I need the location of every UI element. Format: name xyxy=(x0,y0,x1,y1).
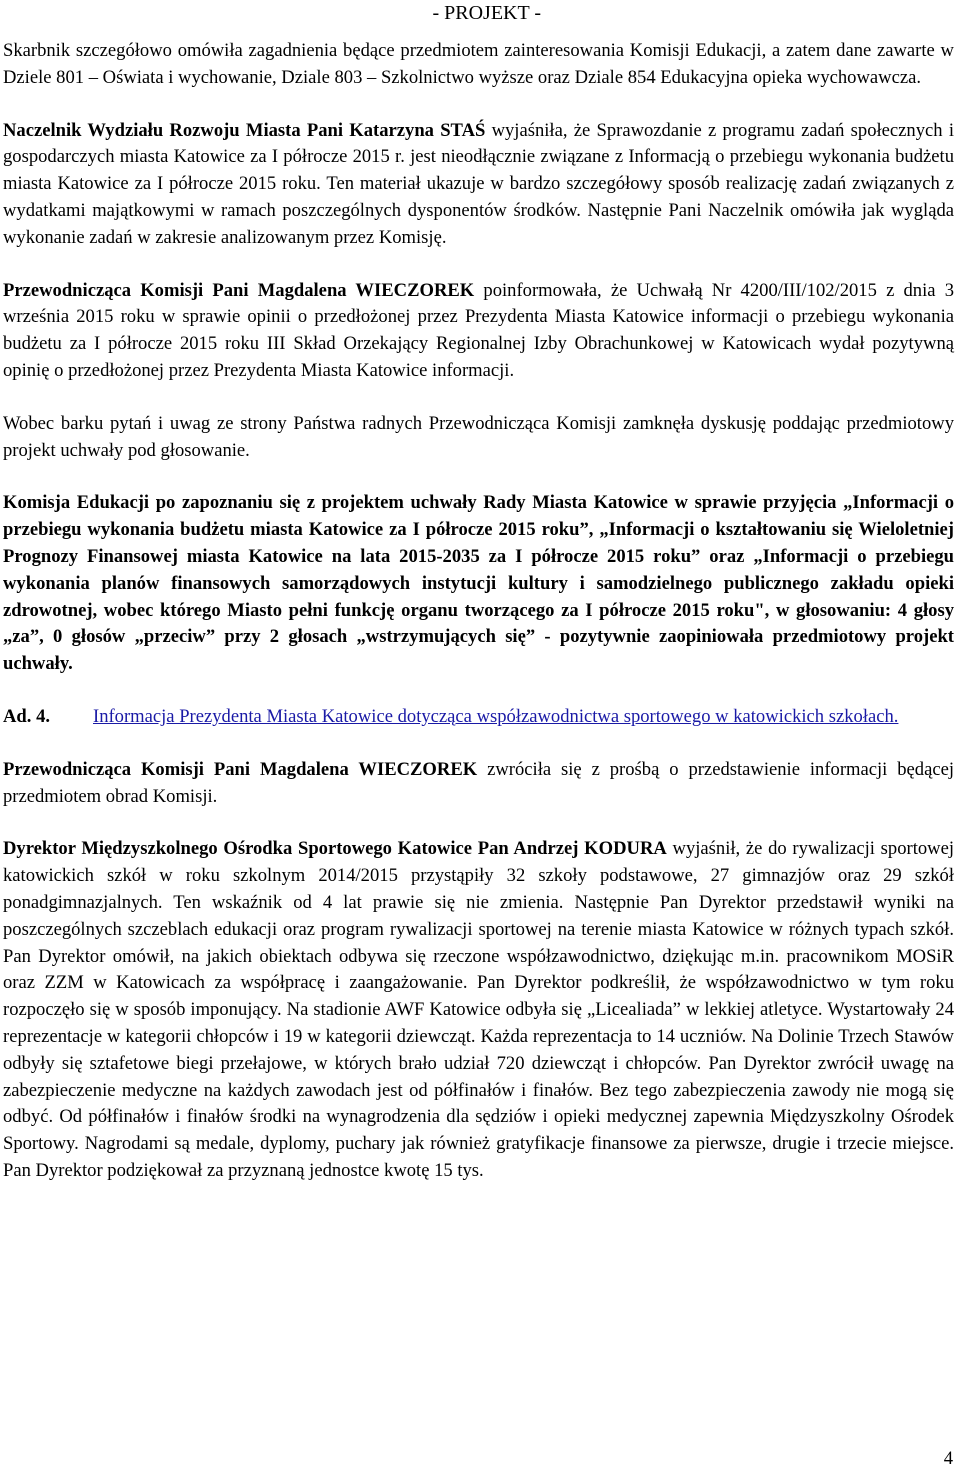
paragraph-director xyxy=(3,836,954,1184)
paragraph-discussion-closed: Wobec barku pytań i uwag ze strony Państwa radnych Przewodnicząca Komisji zamknęła dyskusję poddając przedmiotowy projekt uchwały pod głosowanie. xyxy=(3,412,954,461)
paragraph-text: zwróciła się z prośbą o przedstawienie informacji będącej przedmiotem obrad Komisji. xyxy=(3,758,954,807)
paragraph-text: wyjaśnił, że do rywalizacji sportowej katowickich szkół w roku szkolnym 2014/2015 przystąpiły 32 szkoły podstawowe, 27 gimnazjów oraz 29 szkół ponadgimnazjalnych. Ten wskaźnik od 4 lat prawie się nie zmienia. Następnie Pan Dyrektor przedstawił wyniki na poszczególnych szczeblach edukacji oraz program rywalizacji sportowej na terenie miasta Katowice w różnych typach szkół. Pan Dyrektor omówił, na jakich obiektach odbywa się rzeczone współzawodnictwo, dziękując m.in. pracownikom MOSiR oraz ZZM w Katowicach za współpracę i zaangażowanie. Pan Dyrektor podkreślił, że współzawodnictwo w tym roku rozpoczęło się w sposób imponujący. Na stadionie AWF Katowice odbyła się „Licealiada” w lekkiej atletyce. Wystartowały 24 reprezentacje w kategorii chłopców i 19 w kategorii dziewcząt. Każda reprezentacja to 14 uczniów. Na Dolinie Trzech Stawów odbyły się sztafetowe biegi przełajowe, w których brało udział 720 dziewcząt i chłopców. Pan Dyrektor zwrócił uwagę na zabezpieczenie medyczne na każdych zawodach jest od półfinałów i finałów. Bez tego zabezpieczenia zawody nie mogą się odbyć. Od półfinałów i finałów środki na wynagrodzenia dla sędziów i opieki medycznej zapewnia Międzyszkolny Ośrodek Sportowy. Nagrodami są medale, dyplomy, puchary jak również gratyfikacje finansowe za pierwsze, drugie i trzecie miejsce. Pan Dyrektor podziękował za przyznaną jednostce kwotę 15 tys. xyxy=(3,838,955,1181)
speaker-name: Przewodnicząca Komisji Pani Magdalena WIECZOREK xyxy=(3,758,478,780)
paragraph-naczelnik xyxy=(3,118,954,252)
speaker-name: Naczelnik Wydziału Rozwoju Miasta Pani Katarzyna STAŚ xyxy=(3,119,486,141)
page-number: 4 xyxy=(943,1448,953,1469)
paragraph-committee-resolution: Komisja Edukacji po zapoznaniu się z projektem uchwały Rady Miasta Katowice w sprawie przyjęcia „Informacji o przebiegu wykonania budżetu miasta Katowice za I półrocze 2015 roku”, „Informacji o kształtowaniu się Wieloletniej Prognozy Finansowej miasta Katowice na lata 2015-2035 za I półrocze 2015 roku” oraz „Informacji o przebiegu wykonania planów finansowych samorządowych instytucji kultury i samodzielnego publicznego zakładu opieki zdrowotnej, wobec którego Miasto pełni funkcję organu tworzącego za I półrocze 2015 roku", w głosowaniu: 4 głosy „za”, 0 głosów „przeciw” przy 2 głosach „wstrzymujących się” - pozytywnie zaopiniowała przedmiotowy projekt uchwały. xyxy=(3,492,954,675)
paragraph-text: poinformowała, że Uchwałą Nr 4200/III/102/2015 z dnia 3 września 2015 roku w sprawie opinii o przedłożonej przez Prezydenta Miasta Katowice informacji o przebiegu wykonania budżetu za I półrocze 2015 roku III Skład Orzekający Regionalnej Izby Obrachunkowej w Katowicach wydał pozytywną opinię o przedłożonej przez Prezydenta Miasta Katowice informacji. xyxy=(3,279,954,381)
paragraph-treasurer: Skarbnik szczegółowo omówiła zagadnienia będące przedmiotem zainteresowania Komisji Edukacji, a zatem dane zawarte w Dziele 801 – Oświata i wychowanie, Dziale 803 – Szkolnictwo wyższe oraz Dziale 854 Edukacyjna opieka wychowawcza. xyxy=(3,40,954,88)
speaker-name: Przewodnicząca Komisji Pani Magdalena WIECZOREK xyxy=(3,279,475,301)
paragraph-text: wyjaśniła, że Sprawozdanie z programu zadań społecznych i gospodarczych miasta Katowice za I półrocze 2015 r. jest nieodłącznie związane z Informacją o przebiegu wykonania budżetu miasta Katowice za I półrocze 2015 roku. Ten materiał ukazuje w bardzo szczegółowy sposób realizację zadań związanych z wydatkami majątkowymi w ramach poszczególnych dysponentów środków. Następnie Pani Naczelnik omówiła jak wygląda wykonanie zadań w zakresie analizowanym przez Komisję. xyxy=(3,119,954,248)
header-label: - PROJEKT - xyxy=(432,2,541,24)
speaker-name: Dyrektor Międzyszkolnego Ośrodka Sportowego Katowice Pan Andrzej KODURA xyxy=(3,838,667,860)
agenda-item-label: Ad. 4. xyxy=(3,705,51,727)
agenda-item-title-link[interactable]: Informacja Prezydenta Miasta Katowice dotycząca współzawodnictwa sportowego w katowickich szkołach. xyxy=(93,705,899,727)
paragraph-chair-rio xyxy=(3,278,954,385)
document-page xyxy=(3,0,954,1185)
agenda-item xyxy=(3,704,954,731)
paragraph-chair-request xyxy=(3,757,954,811)
